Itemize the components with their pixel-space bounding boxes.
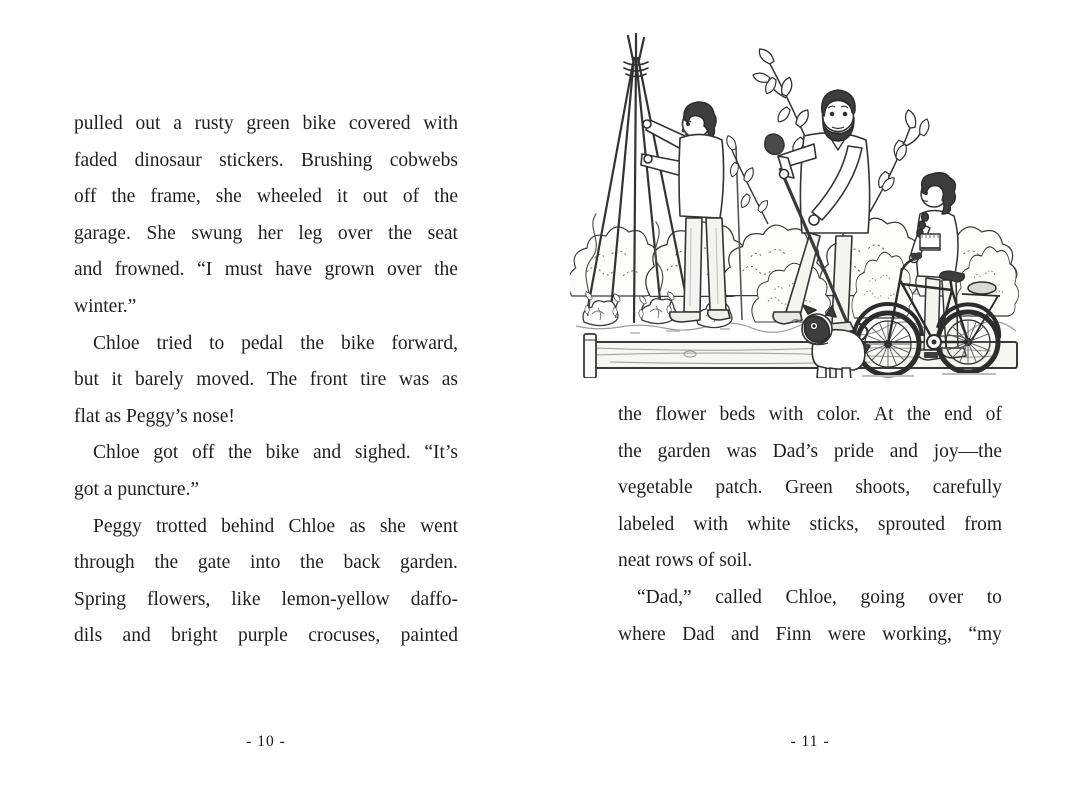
text-line: “Dad,” called Chloe, going over to <box>637 586 1002 608</box>
text-line: pulled out a rusty green bike covered with <box>74 113 458 134</box>
garden-illustration <box>570 28 1020 378</box>
text-line: Chloe got off the bike and sighed. “It’s <box>93 442 458 464</box>
page-number-left: - 10 - <box>246 733 286 750</box>
text-line: the garden was Dad’s pride and joy—the <box>618 440 1002 462</box>
text-line: faded dinosaur stickers. Brushing cobwebs <box>74 149 458 171</box>
text-line: Chloe tried to pedal the bike forward, <box>93 332 458 354</box>
ground-shadows <box>810 374 996 378</box>
right-text-column <box>618 397 1002 653</box>
text-line: winter.” <box>74 295 137 317</box>
text-line: garage. She swung her leg over the seat <box>74 222 458 244</box>
text-line: Peggy trotted behind Chloe as she went <box>93 515 458 537</box>
text-line: Spring flowers, like lemon-yellow daffo- <box>74 588 458 610</box>
text-line: where Dad and Finn were working, “my <box>618 623 1002 645</box>
text-line: vegetable patch. Green shoots, carefully <box>618 477 1002 499</box>
text-line: dils and bright purple crocuses, painted <box>74 625 458 647</box>
page-number-right: - 11 - <box>790 733 830 750</box>
text-line: off the frame, she wheeled it out of the <box>74 186 458 208</box>
text-line: neat rows of soil. <box>618 550 753 572</box>
left-text-column <box>74 106 458 655</box>
text-line: the flower beds with color. At the end of <box>618 404 1002 425</box>
text-line: labeled with white sticks, sprouted from <box>618 513 1002 535</box>
text-line: flat as Peggy’s nose! <box>74 405 235 427</box>
text-line: and frowned. “I must have grown over the <box>74 259 458 281</box>
text-line: but it barely moved. The front tire was as <box>74 369 458 391</box>
text-line: through the gate into the back garden. <box>74 552 458 574</box>
text-line: got a puncture.” <box>74 478 200 500</box>
